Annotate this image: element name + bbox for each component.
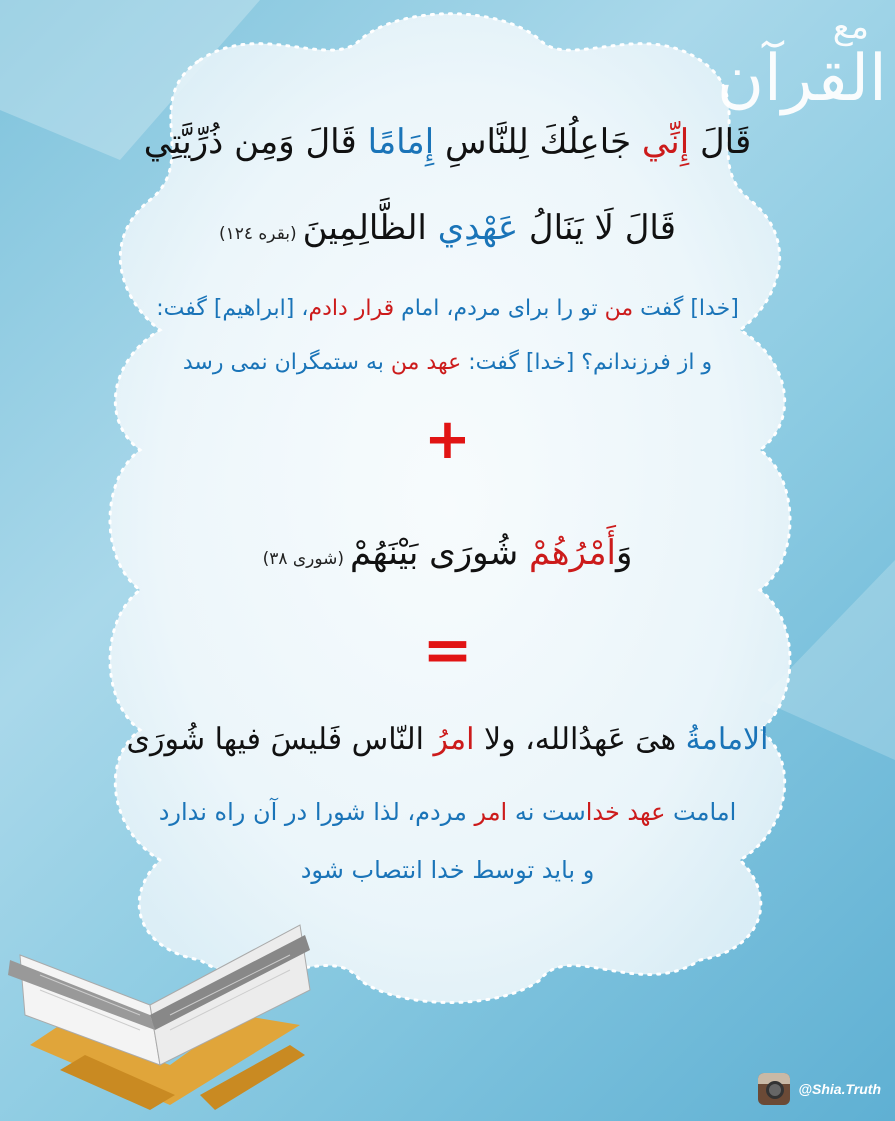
text-segment: شُورَى بَيْنَهُمْ	[350, 533, 530, 573]
text-segment: عهد من	[390, 350, 462, 375]
translation1-line2-text	[183, 350, 712, 375]
text-segment: أَمْرُهُمْ	[529, 533, 617, 573]
text-segment: إِنِّي	[641, 122, 690, 162]
text-segment: من	[604, 296, 634, 321]
text-segment: قَالَ لَا يَنَالُ	[518, 208, 677, 248]
verse2-line	[0, 533, 895, 573]
conclusion-text	[127, 722, 769, 757]
translation1-line1	[0, 298, 895, 320]
logo-line-2: القرآن	[717, 42, 887, 116]
text-segment: ست نه	[507, 798, 586, 826]
instagram-icon	[758, 1073, 790, 1105]
text-segment: هیَ عَهدُالله، ولا	[474, 722, 686, 757]
translation1-line1-text	[156, 296, 739, 321]
text-segment: ، [ابراهیم] گفت:	[156, 296, 309, 321]
verse1-reference: (بقره ١٢٤)	[218, 224, 297, 244]
text-segment: عَهْدِي	[437, 208, 519, 248]
plus-sign: +	[424, 407, 471, 472]
verse1-line1	[0, 122, 895, 162]
translation2-line2-text	[301, 856, 595, 884]
text-segment: الظَّالِمِينَ	[302, 208, 438, 248]
equals-sign: =	[422, 615, 473, 685]
text-segment: عهد خدا	[585, 798, 666, 826]
verse2-reference: (شوری ٣٨)	[262, 549, 345, 569]
verse2-text	[350, 533, 632, 573]
logo-line-1: مع	[832, 7, 869, 47]
quran-book-illustration	[0, 895, 330, 1115]
text-segment: جَاعِلُكَ لِلنَّاسِ	[434, 122, 642, 162]
logo	[717, 7, 887, 130]
text-segment: وَ	[616, 533, 633, 573]
text-segment: و از فرزندانم؟ [خدا] گفت:	[461, 350, 713, 375]
footer-credit	[758, 1073, 881, 1105]
translation2-line1-text	[159, 798, 737, 826]
text-segment: به ستمگران نمی رسد	[182, 350, 391, 375]
footer-handle: @Shia.Truth	[798, 1081, 881, 1097]
text-segment: امرُ	[433, 722, 475, 757]
verse1-line2	[0, 208, 895, 248]
text-segment: امامت	[665, 798, 737, 826]
translation2-line2	[0, 858, 895, 882]
text-segment: النّاس فَلیسَ فیها شُورَی	[126, 722, 434, 757]
verse1-line1-text	[144, 122, 752, 162]
text-segment: قَالَ وَمِن ذُرِّيَّتِي	[143, 122, 368, 162]
translation2-line1	[0, 800, 895, 824]
text-segment: قَالَ	[689, 122, 752, 162]
text-segment: و باید توسط خدا انتصاب شود	[300, 856, 595, 884]
text-segment: إِمَامًا	[367, 122, 435, 162]
text-segment: الامامةُ	[685, 722, 769, 757]
translation1-line2	[0, 352, 895, 374]
text-segment: امر	[474, 798, 508, 826]
text-segment: قرار دادم	[308, 296, 395, 321]
text-segment: مردم، لذا شورا در آن راه ندارد	[158, 798, 475, 826]
text-segment: تو را برای مردم، امام	[394, 296, 605, 321]
conclusion-line	[0, 722, 895, 757]
text-segment: [خدا] گفت	[633, 296, 739, 321]
verse1-line2-text	[303, 208, 676, 248]
